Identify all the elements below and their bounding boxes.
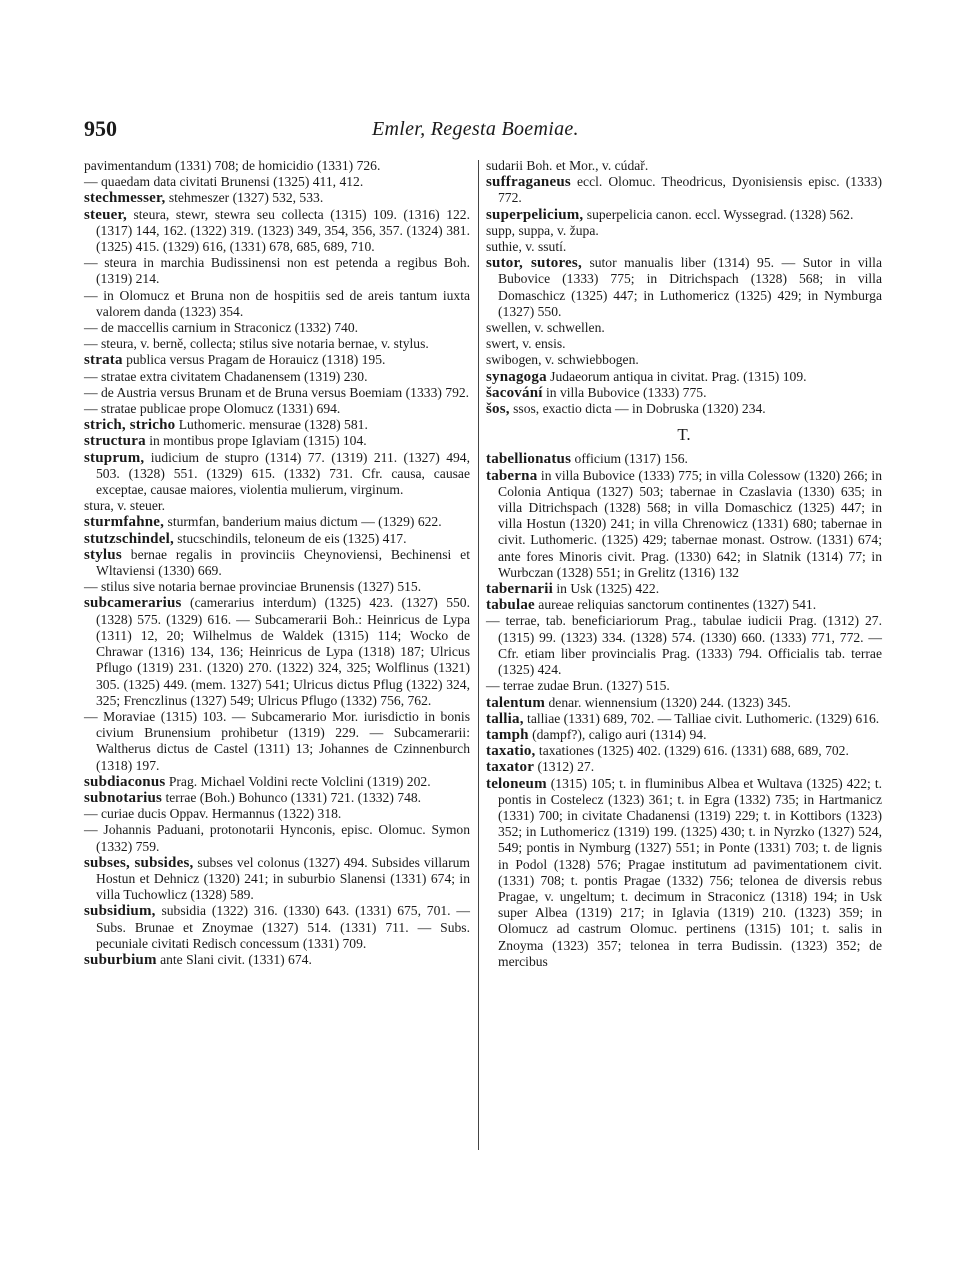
entry-text: — de Austria versus Brunam et de Bruna versus Boemiam (1333) 792.	[84, 384, 470, 400]
entry-text: (1315) 105; t. in fluminibus Albea et Wultava (1325) 422; t. pontis in Costelecz (1323) 361; t. in Egra (1332) 735; in Hartmanicz (1331) 700; in civitate Chadanensi (1319) 229; t. in Kottibors (1323) 352; in Luthomericz (1319) 199. (1325) 430; t. in Nyrzko (1327) 524, 549; pontis in Nymburg (1327) 551; in Ponte (1331) 703; t. de lignis in Podol (1328) 576; Pragae institutum ad pavimentationem civit. (1331) 708; t. pontis Pragae (1332) 756; telonea de diversis rebus Pragae, v. ungeltum; t. decimum in Straconicz (1318) 194; in Usk super Albea (1319) 217; in Iglavia (1319) 210. (1323) 359; in Olomucz ad castrum Olomuc. pertinens (1315) 101; t. salis in Znoyma (1323) 357; telonea in terra Budissin. (1323) 352; de mercibus	[498, 775, 882, 969]
index-entry	[84, 417, 470, 433]
index-entry	[84, 385, 470, 401]
left-column	[84, 158, 470, 968]
entry-text: Prag. Michael Voldini recte Volclini (1319) 202.	[165, 773, 431, 789]
entry-lemma: tabellionatus	[486, 451, 572, 468]
entry-text: terrae (Boh.) Bohunco (1331) 721. (1332) 748.	[162, 789, 422, 805]
entry-lemma: sturmfahne,	[84, 514, 165, 531]
index-entry	[84, 514, 470, 530]
entry-text: in montibus prope Iglaviam (1315) 104.	[145, 433, 367, 449]
index-entry	[84, 288, 470, 320]
entry-text: — terrae zudae Brun. (1327) 515.	[486, 678, 670, 694]
entry-lemma: tabulae	[486, 597, 535, 614]
entry-lemma: stutzschindel,	[84, 530, 174, 547]
entry-text: swibogen, v. schwiebbogen.	[486, 352, 639, 368]
entry-text: officium (1317) 156.	[571, 451, 688, 467]
index-entry	[486, 613, 882, 678]
index-entry	[84, 709, 470, 774]
index-entry	[84, 158, 470, 174]
index-entry	[84, 401, 470, 417]
index-entry	[84, 336, 470, 352]
entry-lemma: sutor, sutores,	[486, 255, 582, 272]
entry-text: pavimentandum (1331) 708; de homicidio (1331) 726.	[84, 158, 381, 173]
entry-text: — terrae, tab. beneficiariorum Prag., tabulae iudicii Prag. (1312) 27. (1315) 99. (1323) 334. (1328) 574. (1330) 660. (1333) 771, 772. — Cfr. etiam liber provincialis Prag. (1333) 794. Officialis tab. terrae (1325) 424.	[486, 613, 882, 678]
entry-text: suthie, v. ssutí.	[486, 239, 567, 255]
index-entry	[84, 547, 470, 579]
index-entry	[84, 774, 470, 790]
entry-text: ante Slani civit. (1331) 674.	[156, 951, 312, 967]
index-entry	[84, 952, 470, 968]
entry-lemma: subnotarius	[84, 789, 163, 806]
entry-lemma: strich, stricho	[84, 417, 176, 434]
index-entry	[486, 759, 882, 775]
index-entry	[84, 822, 470, 854]
index-entry	[84, 433, 470, 449]
index-entry	[486, 678, 882, 694]
page-header	[84, 116, 884, 146]
entry-lemma: subsidium,	[84, 903, 156, 920]
entry-text: — stratae publicae prope Olomucz (1331) 694.	[84, 401, 341, 417]
index-entry	[486, 158, 882, 174]
index-entry	[84, 352, 470, 368]
entry-lemma: stechmesser,	[84, 190, 166, 207]
entry-text: stucschindils, teloneum de eis (1325) 417.	[173, 530, 407, 546]
entry-lemma: suburbium	[84, 951, 157, 968]
index-entry	[486, 451, 882, 467]
index-entry	[486, 174, 882, 206]
index-entry	[486, 207, 882, 223]
index-entry	[84, 255, 470, 287]
index-entry	[84, 806, 470, 822]
entry-lemma: subses, subsides,	[84, 854, 194, 871]
entry-text: sudarii Boh. et Mor., v. cúdař.	[486, 158, 649, 173]
entry-lemma: stylus	[84, 546, 122, 563]
index-entry	[486, 401, 882, 417]
entry-lemma: structura	[84, 433, 146, 450]
index-entry	[84, 190, 470, 206]
index-entry	[84, 320, 470, 336]
entry-text: talliae (1331) 689, 702. — Talliae civit. Luthomeric. (1329) 616.	[523, 710, 880, 726]
right-column	[486, 158, 882, 970]
entry-text: — steura, v. berně, collecta; stilus sive notaria bernae, v. stylus.	[84, 336, 429, 352]
index-entry	[486, 320, 882, 336]
entry-text: eccl. Olomuc. Theodricus, Dyonisiensis episc. (1333) 772.	[498, 174, 882, 206]
entry-text: — Moraviae (1315) 103. — Subcamerario Mor. iurisdictio in bonis civium Brunensium prohibetur (1319) 229. — Subcamerarii: Waltherus dictus de Castel (1311) 13; Johannes de Czinnenburch (1318) 197.	[84, 708, 470, 773]
entry-text: — curiae ducis Oppav. Hermannus (1322) 318.	[84, 806, 342, 822]
page-number: 950	[84, 116, 117, 141]
entry-lemma: teloneum	[486, 775, 547, 792]
index-entry	[84, 531, 470, 547]
entry-text: ssos, exactio dicta — in Dobruska (1320) 234.	[509, 401, 766, 417]
index-entry	[84, 579, 470, 595]
entry-text: — Johannis Paduani, protonotarii Hynconis, episc. Olomuc. Symon (1332) 759.	[84, 822, 470, 854]
entry-lemma: subcamerarius	[84, 595, 182, 612]
entry-text: aureae reliquias sanctorum continentes (1327) 541.	[534, 597, 817, 613]
entry-text: — de maccellis carnium in Straconicz (1332) 740.	[84, 320, 359, 336]
entry-text: taxationes (1325) 402. (1329) 616. (1331) 688, 689, 702.	[535, 743, 849, 759]
entry-text: in villa Bubovice (1333) 775.	[542, 384, 707, 400]
entry-lemma: šacování	[486, 384, 543, 401]
entry-text: in Usk (1325) 422.	[553, 581, 660, 597]
index-entry	[486, 385, 882, 401]
entry-text: — stilus sive notaria bernae provinciae Brunensis (1327) 515.	[84, 579, 422, 595]
index-entry	[84, 855, 470, 904]
entry-text: (camerarius interdum) (1325) 423. (1327) 550. (1328) 575. (1329) 616. — Subcamerarii Boh.: Heinricus de Lypa (1311) 12, 20; Wilhelmus de Waldek (1315) 114; Wocko de Chrawar (1316) 134, 136; Heinricus de Lypa (1318) 187; Ulricus Pflugo (1319) 231. (1320) 270. (1322) 324, 325; Wolflinus (1321) 305. (1325) 449. (mem. 1327) 541; Ulricus dictus Pflug (1322) 324, 325; Frenczlinus (1327) 549; Ulricus Pflugo (1332) 756, 762.	[96, 595, 470, 708]
entry-text: stehmeszer (1327) 532, 533.	[165, 190, 324, 206]
entry-text: Luthomeric. mensurae (1328) 581.	[175, 417, 368, 433]
entry-lemma: šos,	[486, 401, 510, 418]
entry-text: bernae regalis in provinciis Cheynoviensi, Bechinensi et Wltaviensi (1330) 669.	[96, 546, 470, 579]
entry-text: superpelicia canon. eccl. Wyssegrad. (1328) 562.	[583, 206, 854, 222]
entry-lemma: taxator	[486, 759, 535, 776]
index-entry	[84, 903, 470, 952]
entry-text: subses vel colonus (1327) 494. Subsides villarum Hostun et Dehnicz (1320) 241; in suburbio Slanensi (1331) 674; in villa Tuchowlicz (1328) 589.	[96, 854, 470, 903]
entry-lemma: synagoga	[486, 368, 547, 385]
index-entry	[486, 776, 882, 970]
entry-text: sturmfan, banderium maius dictum — (1329) 622.	[164, 514, 442, 530]
running-title: Emler, Regesta Boemiae.	[372, 118, 579, 140]
entry-text: sutor manualis liber (1314) 95. — Sutor in villa Bubovice (1333) 775; in Ditrichspach (1328) 568; in villa Domaschicz (1325) 447; in Luthomericz (1325) 429; in Nymburga (1327) 550.	[498, 255, 882, 319]
index-entry	[486, 597, 882, 613]
index-entry	[84, 595, 470, 708]
entry-text: stura, v. steuer.	[84, 498, 166, 514]
entry-lemma: steuer,	[84, 206, 127, 223]
entry-lemma: taxatio,	[486, 743, 536, 760]
entry-lemma: tamph	[486, 726, 529, 743]
entry-text: swert, v. ensis.	[486, 336, 566, 352]
entry-lemma: tallia,	[486, 710, 524, 727]
index-entry	[84, 498, 470, 514]
index-entry	[486, 743, 882, 759]
index-entry	[486, 352, 882, 368]
index-entry	[84, 450, 470, 499]
entry-lemma: superpelicium,	[486, 206, 584, 223]
index-entry	[486, 223, 882, 239]
entry-text: — quaedam data civitati Brunensi (1325) 411, 412.	[84, 174, 364, 190]
entry-text: subsidia (1322) 316. (1330) 643. (1331) 675, 701. — Subs. Brunae et Znoymae (1327) 514. (1331) 711. — Subs. pecuniale civitati Redisch concessum (1331) 709.	[96, 903, 470, 951]
entry-text: in villa Bubovice (1333) 775; in villa Colessow (1320) 266; in Colonia Antiqua (1327) 503; tabernae in Czaslavia (1330) 635; in villa Ditrichspach (1328) 568; in villa Domaschicz (1325) 447; in villa Hostun (1320) 241; in villa Chrenowicz (1331) 680; tabernae in civit. Luthomeric. (1325) 429; tabernae monast. Ostrow. (1331) 674; ante fores Minoris civit. Prag. (1330) 642; in Slatnik (1314) 77; in Wurbczan (1328) 551; in Grelitz (1316) 132	[498, 467, 882, 580]
entry-lemma: talentum	[486, 694, 546, 711]
entry-text: steura, stewr, stewra seu collecta (1315) 109. (1316) 122. (1317) 144, 162. (1322) 319. (1323) 349, 354, 356, 357. (1324) 381. (1325) 415. (1329) 616, (1331) 678, 685, 689, 710.	[96, 206, 470, 255]
entry-lemma: taberna	[486, 467, 538, 484]
entry-lemma: stuprum,	[84, 449, 145, 466]
entry-text: — stratae extra civitatem Chadanensem (1319) 230.	[84, 368, 368, 384]
entry-text: denar. wiennensium (1320) 244. (1323) 345.	[545, 694, 791, 710]
entry-text: (1312) 27.	[534, 759, 595, 775]
index-entry	[486, 695, 882, 711]
section-letter: T.	[677, 425, 691, 445]
index-entry	[486, 239, 882, 255]
index-entry	[486, 369, 882, 385]
index-entry	[486, 581, 882, 597]
index-entry	[486, 336, 882, 352]
entry-lemma: subdiaconus	[84, 773, 166, 790]
entry-lemma: strata	[84, 352, 123, 369]
entry-text: swellen, v. schwellen.	[486, 320, 605, 336]
entry-text: — in Olomucz et Bruna non de hospitiis sed de areis tantum iuxta valorem danda (1323) 354.	[84, 287, 470, 319]
entry-lemma: suffraganeus	[486, 174, 571, 191]
column-divider	[478, 160, 479, 1150]
entry-text: iudicium de stupro (1314) 77. (1319) 211. (1327) 494, 503. (1328) 551. (1329) 615. (1332) 731. Cfr. causa, causae exceptae, causae maiores, violentia mulierum, virginum.	[96, 449, 470, 498]
index-entry	[84, 790, 470, 806]
index-entry	[486, 255, 882, 320]
index-entry	[486, 468, 882, 581]
entry-text: supp, suppa, v. župa.	[486, 222, 599, 238]
entry-text: publica versus Pragam de Horauicz (1318) 195.	[122, 352, 386, 368]
index-entry	[84, 174, 470, 190]
entry-text: — steura in marchia Budissinensi non est petenda a regibus Boh. (1319) 214.	[84, 255, 470, 287]
index-entry	[486, 711, 882, 727]
index-entry	[84, 369, 470, 385]
entry-lemma: tabernarii	[486, 581, 553, 598]
index-entry	[84, 207, 470, 256]
entry-text: (dampf?), caligo auri (1314) 94.	[528, 726, 707, 742]
index-entry	[486, 727, 882, 743]
entry-text: Judaeorum antiqua in civitat. Prag. (1315) 109.	[546, 368, 807, 384]
